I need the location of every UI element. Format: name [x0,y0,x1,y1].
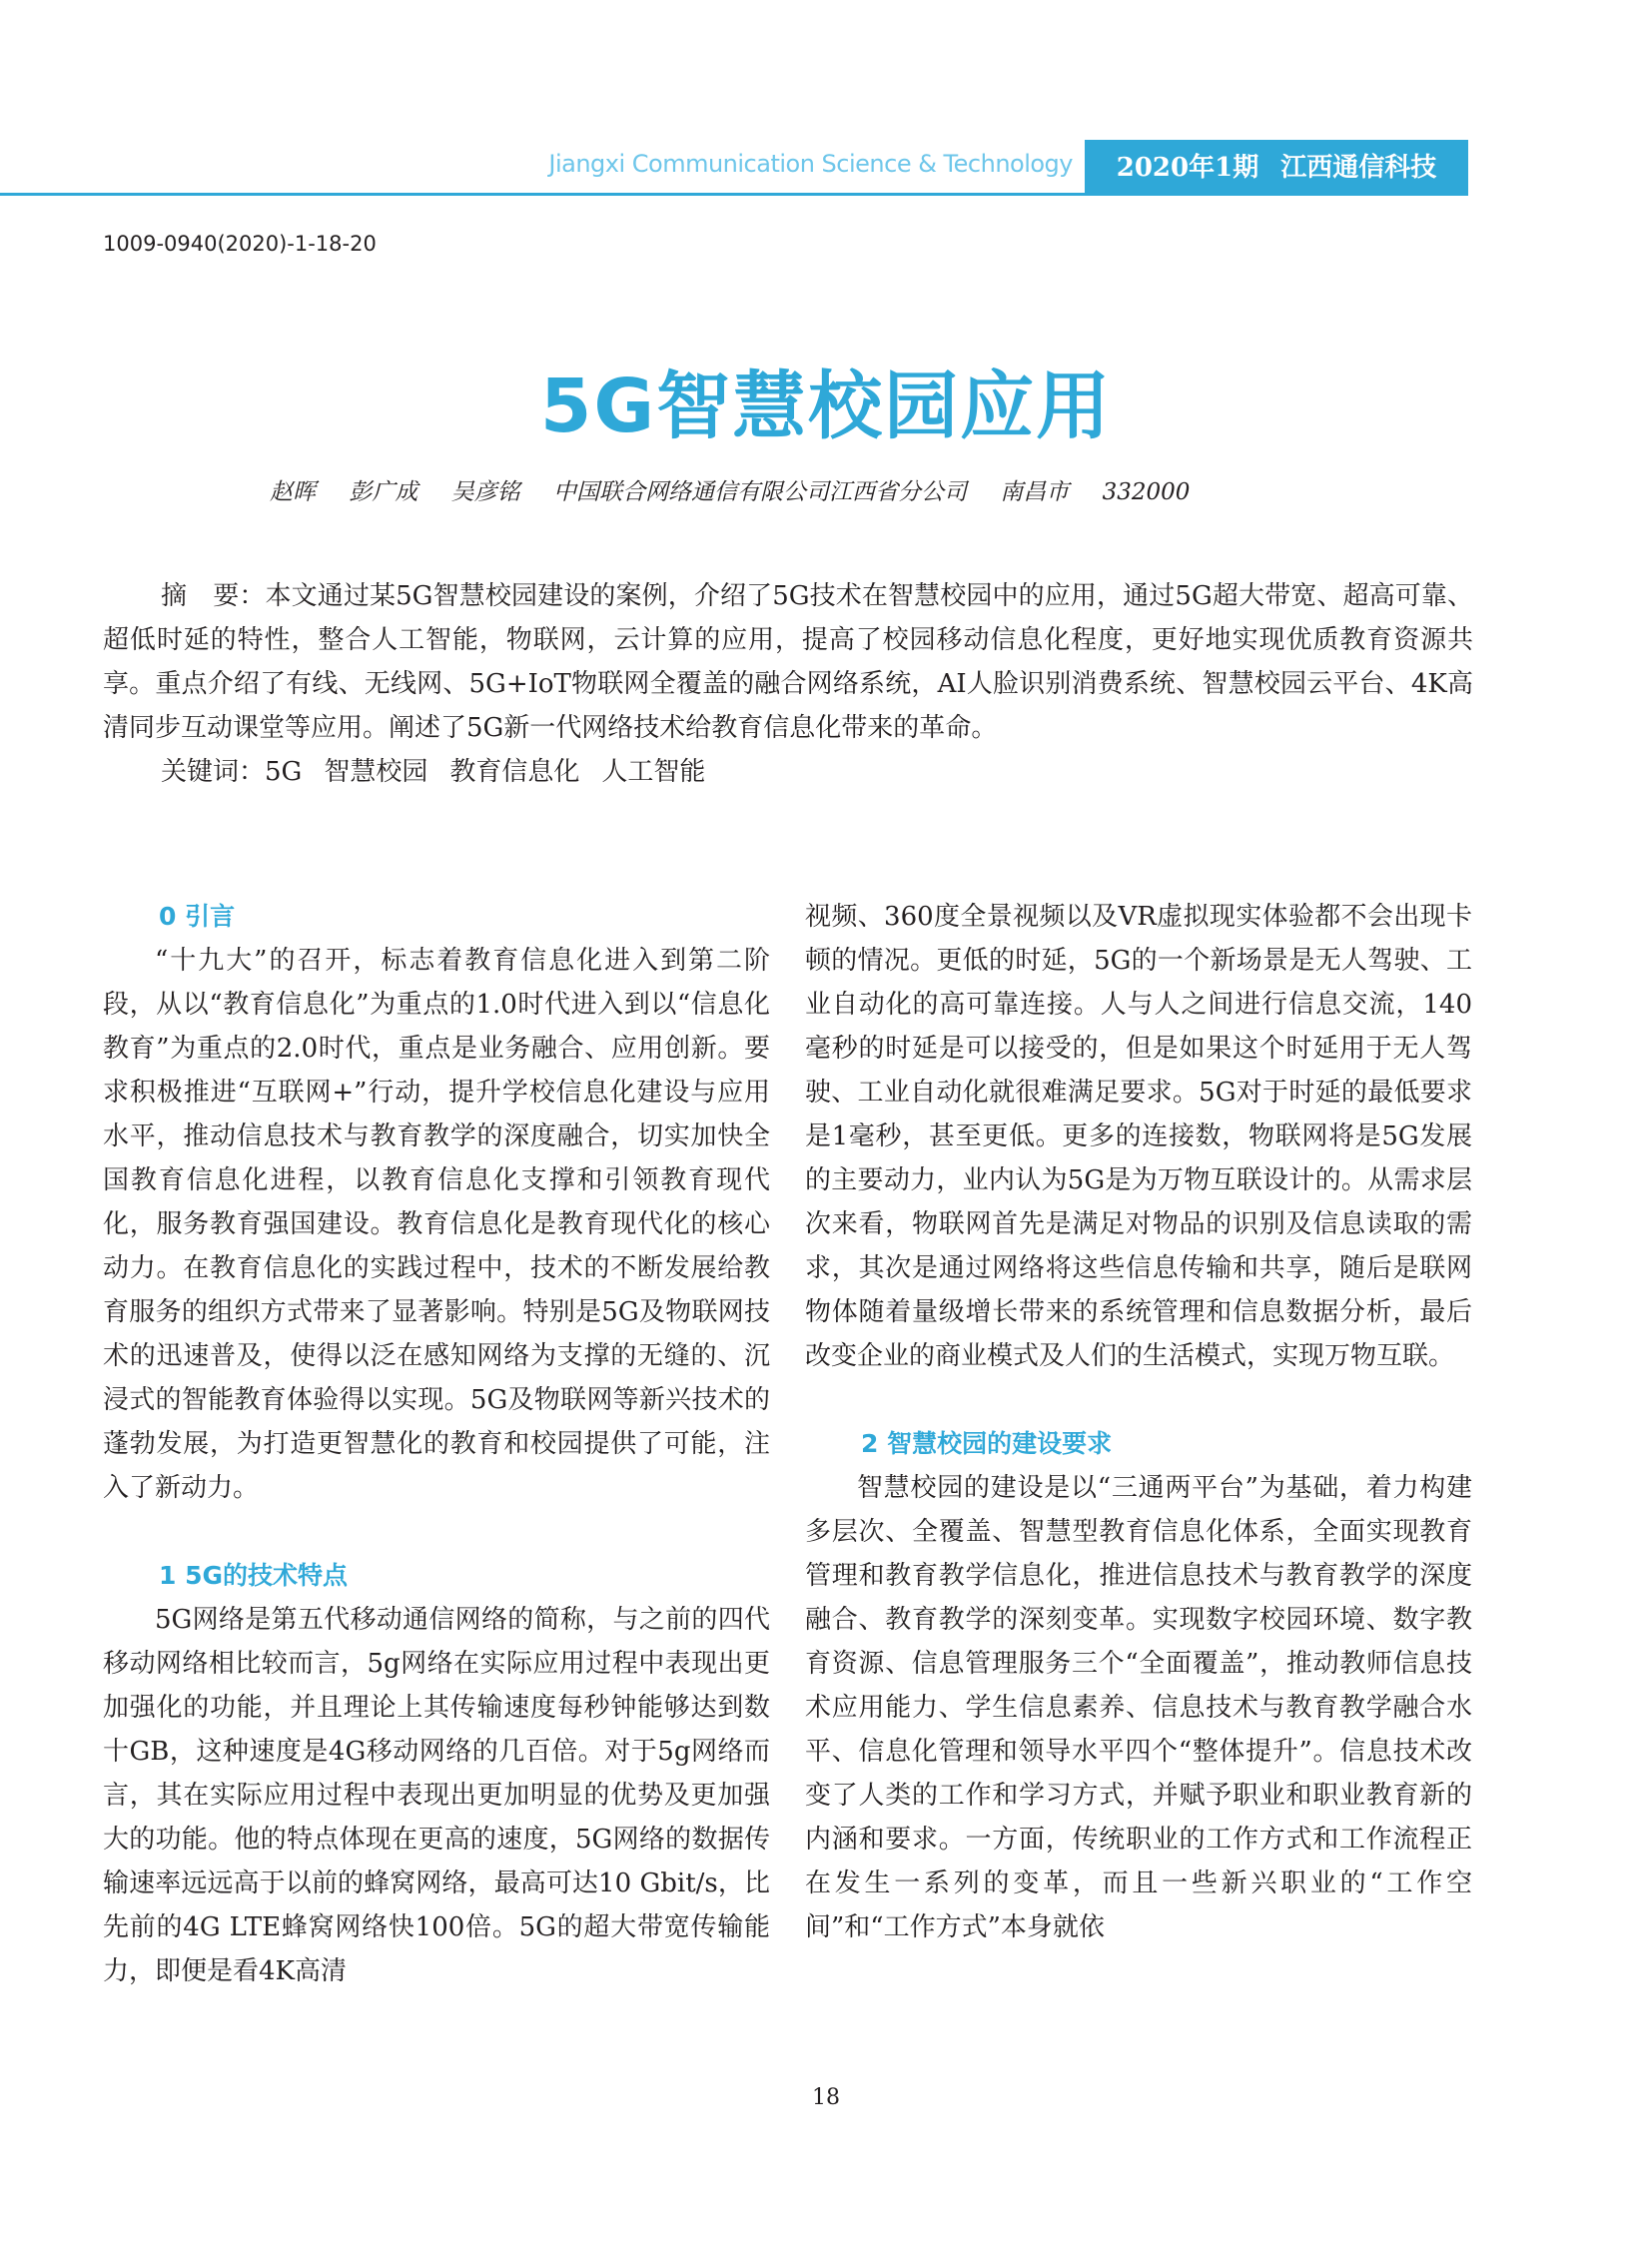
author-2: 彭广成 [349,479,418,505]
abstract-text: 摘 要：本文通过某5G智慧校园建设的案例，介绍了5G技术在智慧校园中的应用，通过5G超大带宽、超高可靠、超低时延的特性，整合人工智能，物联网，云计算的应用，提高了校园移动信息化程度，更好地实现优质教育资源共享。重点介绍了有线、无线网、5G+IoT物联网全覆盖的融合网络系统，AI人脸识别消费系统、智慧校园云平台、4K高清同步互动课堂等应用。阐述了5G新一代网络技术给教育信息化带来的革命。 [103,581,1473,743]
city: 南昌市 [1000,479,1070,505]
affiliation: 中国联合网络通信有限公司江西省分公司 [552,479,967,505]
paper-title: 5G智慧校园应用 [539,364,1113,449]
issn-line: 1009-0940(2020)-1-18-20 [103,232,377,256]
journal-english-name: Jiangxi Communication Science & Technology [548,150,1073,178]
page-number: 18 [812,2085,840,2110]
keywords-line [103,750,1473,794]
author-3: 吴彦铭 [450,479,520,505]
keyword-4: 人工智能 [601,757,706,787]
right-column [805,895,1472,1949]
section-2-heading: 2 智慧校园的建设要求 [861,1429,1113,1458]
section-2-paragraph: 智慧校园的建设是以“三通两平台”为基础，着力构建多层次、全覆盖、智慧型教育信息化体系，全面实现教育管理和教育教学信息化，推进信息技术与教育教学的深度融合、教育教学的深刻变革。实现数字校园环境、数字教育资源、信息管理服务三个“全面覆盖”，推动教师信息技术应用能力、学生信息素养、信息技术与教育教学融合水平、信息化管理和领导水平四个“整体提升”。信息技术改变了人类的工作和学习方式，并赋予职业和职业教育新的内涵和要求。一方面，传统职业的工作方式和工作流程正在发生一系列的变革，而且一些新兴职业的“工作空间”和“工作方式”本身就依 [805,1473,1472,1942]
keyword-1: 5G [265,757,303,787]
section-1-heading: 1 5G的技术特点 [159,1561,349,1590]
author-line [270,473,1216,506]
postcode: 332000 [1102,479,1191,505]
issue-label: 2020年1期 [1116,153,1259,183]
keyword-2: 智慧校园 [324,757,428,787]
abstract-block [103,574,1473,794]
left-column [103,895,770,1993]
section-1-paragraph: 5G网络是第五代移动通信网络的简称，与之前的四代移动网络相比较而言，5g网络在实际应用过程中表现出更加强化的功能，并且理论上其传输速度每秒钟能够达到数十GB，这种速度是4G移动网络的几百倍。对于5g网络而言，其在实际应用过程中表现出更加明显的优势及更加强大的功能。他的特点体现在更高的速度，5G网络的数据传输速率远远高于以前的蜂窝网络，最高可达10 Gbit/s，比先前的4G LTE蜂窝网络快100倍。5G的超大带宽传输能力，即便是看4K高清 [103,1605,770,1986]
journal-issue-box [1085,140,1468,196]
journal-chinese-name: 江西通信科技 [1280,153,1437,183]
keywords-label: 关键词： [161,757,266,787]
section-1-paragraph-continued: 视频、360度全景视频以及VR虚拟现实体验都不会出现卡顿的情况。更低的时延，5G的一个新场景是无人驾驶、工业自动化的高可靠连接。人与人之间进行信息交流，140毫秒的时延是可以接受的，但是如果这个时延用于无人驾驶、工业自动化就很难满足要求。5G对于时延的最低要求是1毫秒，甚至更低。更多的连接数，物联网将是5G发展的主要动力，业内认为5G是为万物互联设计的。从需求层次来看，物联网首先是满足对物品的识别及信息读取的需求，其次是通过网络将这些信息传输和共享，随后是联网物体随着量级增长带来的系统管理和信息数据分析，最后改变企业的商业模式及人们的生活模式，实现万物互联。 [805,902,1472,1371]
author-1: 赵晖 [270,479,316,505]
section-0-heading: 0 引言 [159,902,236,931]
section-0-paragraph: “十九大”的召开，标志着教育信息化进入到第二阶段，从以“教育信息化”为重点的1.0时代进入到以“信息化教育”为重点的2.0时代，重点是业务融合、应用创新。要求积极推进“互联网+”行动，提升学校信息化建设与应用水平，推动信息技术与教育教学的深度融合，切实加快全国教育信息化进程，以教育信息化支撑和引领教育现代化，服务教育强国建设。教育信息化是教育现代化的核心动力。在教育信息化的实践过程中，技术的不断发展给教育服务的组织方式带来了显著影响。特别是5G及物联网技术的迅速普及，使得以泛在感知网络为支撑的无缝的、沉浸式的智能教育体验得以实现。5G及物联网等新兴技术的蓬勃发展，为打造更智慧化的教育和校园提供了可能，注入了新动力。 [103,946,770,1503]
keyword-3: 教育信息化 [449,757,580,787]
